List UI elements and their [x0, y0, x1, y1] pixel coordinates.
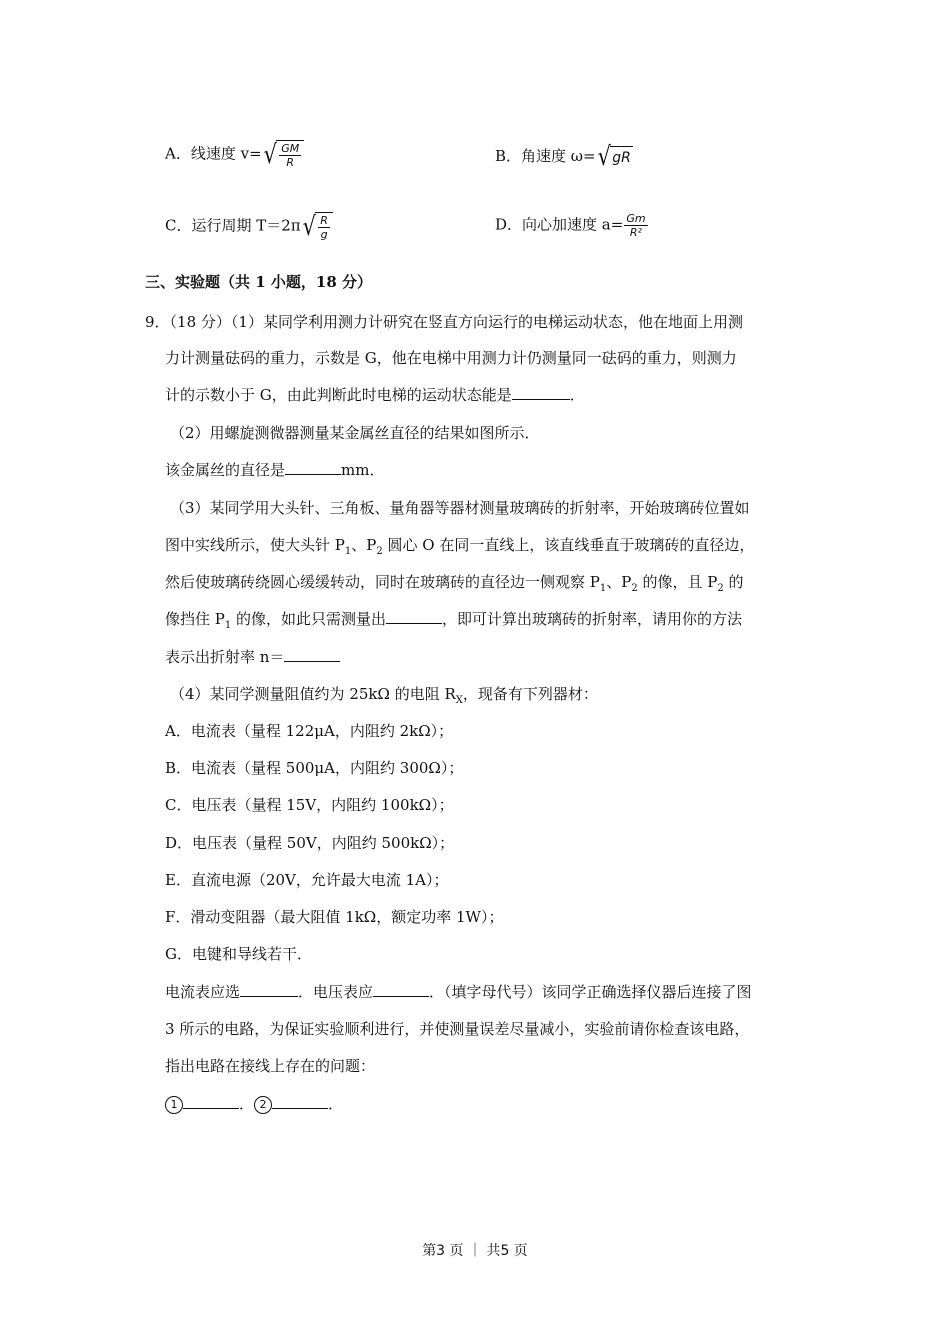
text: 圆心 O 在同一直线上，该直线垂直于玻璃砖的直径边，: [382, 536, 755, 554]
text: 图中实线所示，使大头针 P: [165, 536, 345, 554]
equipment-item-f: F．滑动变阻器（最大阻值 1kΩ，额定功率 1W）；: [165, 908, 504, 926]
subscript: 2: [717, 583, 724, 594]
text: 该金属丝的直径是: [165, 461, 286, 479]
answer-blank: [512, 385, 570, 400]
text: 表示出折射率 n＝: [165, 648, 285, 666]
subscript: 2: [631, 583, 638, 594]
q9-part-2: （2）用螺旋测微器测量某金属丝直径的结果如图所示．: [170, 424, 540, 442]
sqrt-expression: √ $\frac{GM}{R}$: [262, 140, 305, 169]
option-d: [495, 212, 649, 239]
option-c-label: C．: [165, 216, 192, 235]
answer-blank: [373, 982, 429, 997]
option-a-label: A．: [165, 144, 191, 163]
q9-part-3-line-1: （3）某同学用大头针、三角板、量角器等器材测量玻璃砖的折射率，开始玻璃砖位置如: [170, 499, 750, 517]
q9-line-2: 力计测量砝码的重力，示数是 G，他在电梯中用测力计仍测量同一砝码的重力，则测力: [165, 349, 737, 367]
q9-part-3-line-3: [165, 572, 744, 599]
page-footer: 第3 页 ｜ 共5 页: [422, 1243, 528, 1259]
sqrt-expression: √ $\frac{R}{g}$: [301, 212, 333, 241]
answer-blank: [285, 460, 341, 475]
radicand: gR: [610, 146, 633, 168]
answer-blank: [386, 609, 442, 624]
equipment-item-d: D．电压表（量程 50V，内阻约 500kΩ）；: [165, 834, 455, 852]
subscript: 2: [376, 546, 383, 557]
q9-part-2-line-2: [165, 460, 384, 480]
subscript: 1: [224, 620, 232, 631]
q9-part-4-line-1: [170, 684, 598, 711]
text: ．（填字母代号）该同学正确选择仪器后连接了图: [429, 983, 752, 1001]
answer-blank: [183, 1094, 239, 1109]
subscript: 1: [599, 583, 607, 594]
option-c-text: 运行周期 T＝2π: [191, 216, 301, 235]
option-d-text: 向心加速度 a=: [522, 215, 624, 234]
q9-answer-line-3: 指出电路在接线上存在的问题：: [165, 1057, 376, 1075]
q9-part-3-line-2: [165, 535, 754, 562]
text: 电流表应选: [165, 983, 241, 1001]
q9-answer-line-1: [165, 982, 752, 1002]
equipment-item-c: C．电压表（量程 15V，内阻约 100kΩ）；: [165, 796, 454, 814]
text: 的像，如此只需测量出: [231, 610, 387, 628]
equipment-item-e: E．直流电源（20V，允许最大电流 1A）；: [165, 871, 449, 889]
text: mm．: [341, 461, 385, 479]
text: ．电压表应: [298, 983, 374, 1001]
option-d-label: D．: [495, 215, 523, 234]
fraction-numerator: GM: [281, 142, 300, 155]
answer-blank: [272, 1094, 328, 1109]
sqrt-expression: √ gR: [597, 142, 631, 172]
text: 、P: [606, 573, 632, 591]
option-a-text: 线速度 v=: [190, 144, 262, 163]
fraction: [624, 212, 647, 239]
option-b-label: B．: [495, 147, 522, 165]
text: ，即可计算出玻璃砖的折射率，请用你的方法: [442, 610, 743, 628]
q9-answer-line-4: [165, 1094, 343, 1114]
text: 然后使玻璃砖绕圆心缓缓转动，同时在玻璃砖的直径边一侧观察 P: [165, 573, 600, 591]
q9-part-3-line-5: [165, 647, 340, 667]
option-a: [165, 140, 304, 169]
equipment-item-a: A．电流表（量程 122μA，内阻约 2kΩ）；: [165, 722, 454, 740]
text: ．: [328, 1095, 344, 1113]
section-heading: 三、实验题（共 1 小题，18 分）: [145, 273, 372, 291]
subscript: 1: [344, 546, 352, 557]
fraction-numerator: R: [320, 214, 328, 227]
q9-answer-line-2: 3 所示的电路，为保证实验顺利进行，并使测量误差尽量减小，实验前请你检查该电路，: [165, 1020, 750, 1038]
fraction-numerator: Gm: [626, 212, 646, 225]
text: ．: [239, 1095, 255, 1113]
circled-number-2: 2: [254, 1096, 272, 1114]
q9-line-1: 9．（18 分）（1）某同学利用测力计研究在竖直方向运行的电梯运动状态，他在地面上用测: [145, 313, 743, 331]
equipment-item-b: B．电流表（量程 500μA，内阻约 300Ω）；: [165, 759, 464, 777]
text: 的: [723, 573, 744, 591]
answer-blank: [284, 647, 340, 662]
subscript: X: [455, 695, 463, 706]
text: ．: [569, 386, 585, 404]
option-b-text: 角速度 ω=: [521, 147, 596, 165]
answer-blank: [240, 982, 298, 997]
fraction-denominator: g: [320, 228, 328, 241]
text: 、P: [351, 536, 377, 554]
fraction-denominator: R: [286, 156, 295, 169]
text: 计的示数小于 G，由此判断此时电梯的运动状态能是: [165, 386, 512, 404]
equipment-item-g: G．电键和导线若干．: [165, 945, 312, 963]
text: （4）某同学测量阻值约为 25kΩ 的电阻 R: [170, 685, 456, 703]
text: ，现备有下列器材：: [462, 685, 598, 703]
circled-number-1: 1: [165, 1096, 183, 1114]
option-b: [495, 144, 633, 170]
fraction-denominator: R²: [629, 226, 642, 239]
q9-part-3-line-4: [165, 609, 742, 636]
option-c: [165, 212, 333, 241]
q9-line-3: [165, 385, 585, 405]
text: 的像，且 P: [637, 573, 718, 591]
text: 像挡住 P: [165, 610, 225, 628]
